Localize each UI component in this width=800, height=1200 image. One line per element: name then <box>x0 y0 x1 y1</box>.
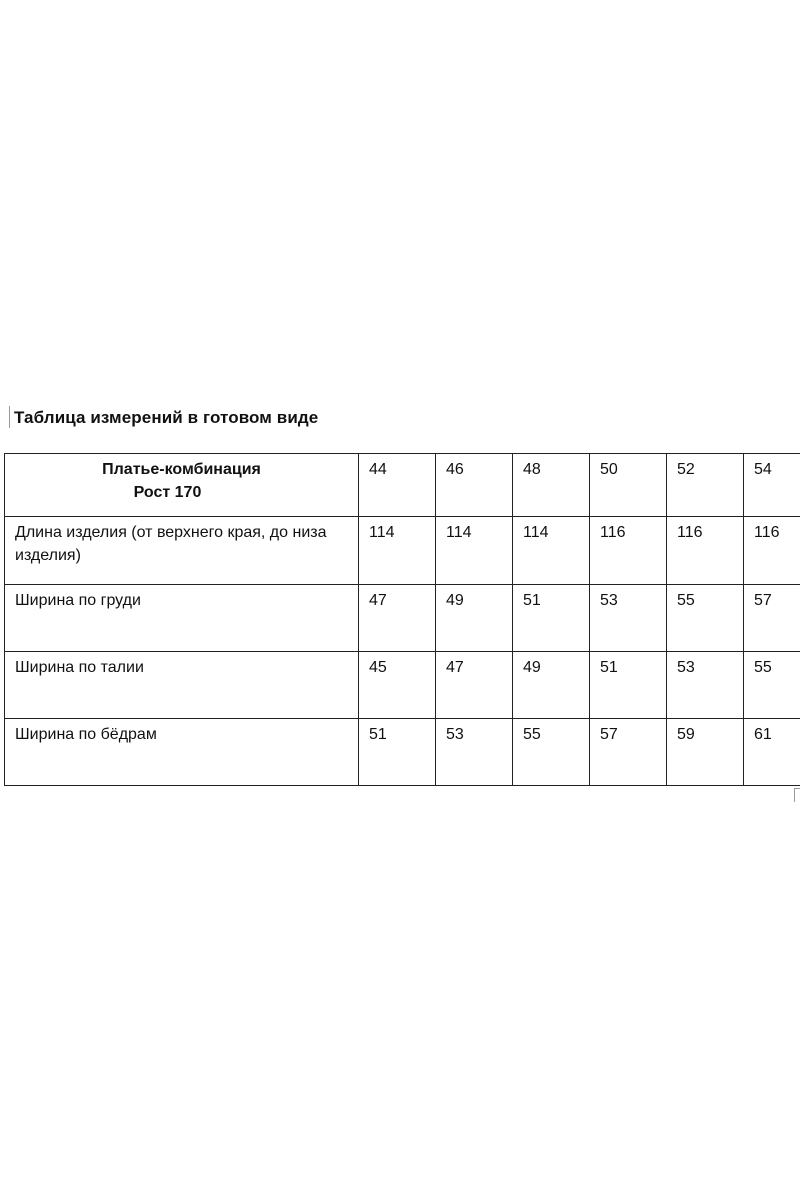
text-cursor-mark <box>9 406 10 428</box>
value-cell: 114 <box>436 517 513 585</box>
table-header-row <box>5 454 800 517</box>
value-cell: 49 <box>436 585 513 652</box>
row-label-cell: Ширина по бёдрам <box>5 719 359 786</box>
measurements-table <box>4 453 800 786</box>
value-cell: 57 <box>744 585 800 652</box>
value-cell: 57 <box>590 719 667 786</box>
value-cell: 116 <box>744 517 800 585</box>
value-cell: 116 <box>667 517 744 585</box>
value-cell: 45 <box>359 652 436 719</box>
value-cell: 49 <box>513 652 590 719</box>
value-cell: 47 <box>436 652 513 719</box>
table-row <box>5 585 800 652</box>
table-row <box>5 517 800 585</box>
value-cell: 114 <box>359 517 436 585</box>
value-cell: 53 <box>590 585 667 652</box>
page-title: Таблица измерений в готовом виде <box>14 408 319 427</box>
height-label: Рост 170 <box>133 484 202 501</box>
size-header-cell: 54 <box>744 454 800 517</box>
size-header-cell: 44 <box>359 454 436 517</box>
value-cell: 116 <box>590 517 667 585</box>
value-cell: 55 <box>667 585 744 652</box>
size-header-cell: 48 <box>513 454 590 517</box>
page-corner-mark <box>794 788 800 802</box>
row-label-cell: Ширина по груди <box>5 585 359 652</box>
value-cell: 55 <box>744 652 800 719</box>
table-row <box>5 719 800 786</box>
value-cell: 61 <box>744 719 800 786</box>
value-cell: 47 <box>359 585 436 652</box>
value-cell: 51 <box>590 652 667 719</box>
row-label-cell: Длина изделия (от верхнего края, до низа изделия) <box>5 517 359 585</box>
value-cell: 51 <box>513 585 590 652</box>
value-cell: 55 <box>513 719 590 786</box>
value-cell: 53 <box>436 719 513 786</box>
header-label-cell <box>5 454 359 517</box>
value-cell: 51 <box>359 719 436 786</box>
size-header-cell: 46 <box>436 454 513 517</box>
value-cell: 59 <box>667 719 744 786</box>
product-name: Платье-комбинация <box>102 461 261 478</box>
value-cell: 114 <box>513 517 590 585</box>
value-cell: 53 <box>667 652 744 719</box>
size-header-cell: 50 <box>590 454 667 517</box>
table-row <box>5 652 800 719</box>
size-header-cell: 52 <box>667 454 744 517</box>
row-label-cell: Ширина по талии <box>5 652 359 719</box>
